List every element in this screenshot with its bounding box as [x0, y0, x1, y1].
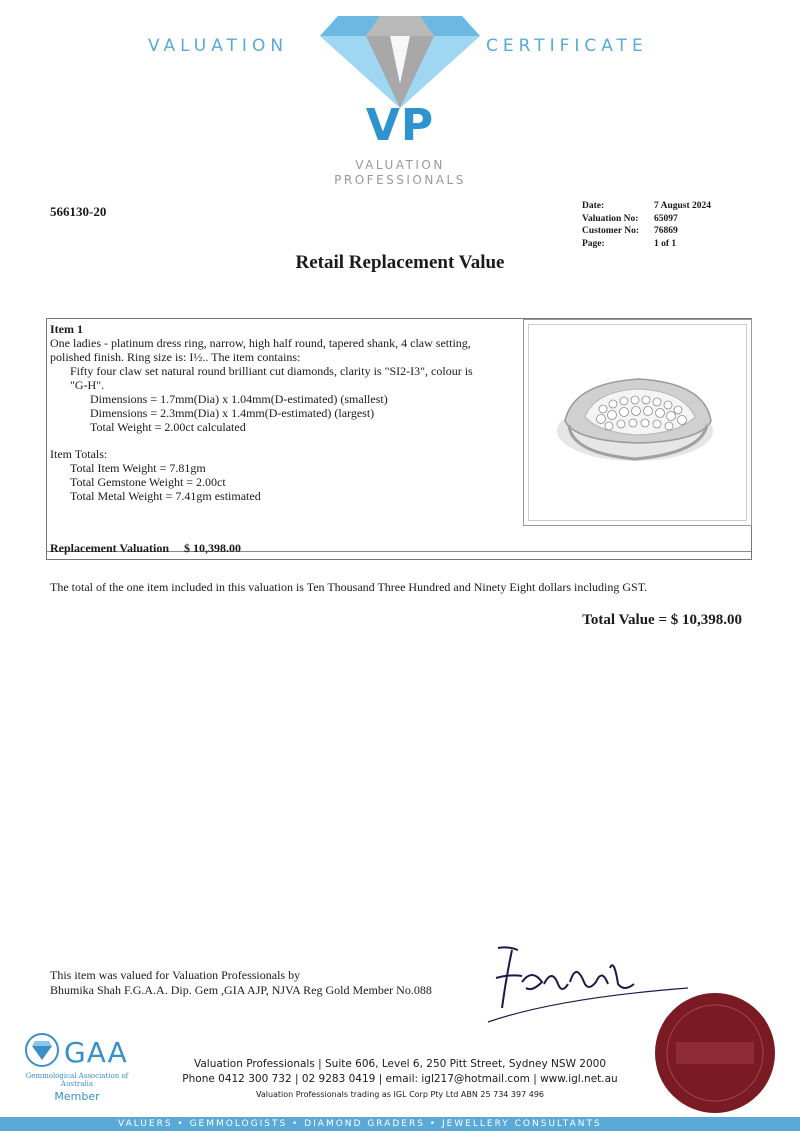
gaa-full-name: Gemmological Association of Australia [25, 1072, 129, 1088]
meta-row-customer-no [582, 225, 711, 238]
total-gemstone-weight: Total Gemstone Weight = 2.00ct [70, 475, 226, 489]
replacement-label: Replacement Valuation [50, 541, 170, 555]
reference-number: 566130-20 [50, 204, 107, 219]
item-photo [528, 324, 747, 521]
meta-row-date [582, 200, 711, 213]
item-heading: Item 1 [50, 322, 83, 336]
item-desc-line: polished finish. Ring size is: I½.. The item contains: [50, 350, 301, 364]
dimension-largest: Dimensions = 2.3mm(Dia) x 1.4mm(D-estimated) (largest) [90, 406, 375, 420]
ring-photo-icon [529, 325, 748, 522]
gaa-member: Member [54, 1090, 100, 1103]
brand-line-professionals: PROFESSIONALS [334, 173, 466, 187]
valuation-summary: The total of the one item included in this valuation is Ten Thousand Three Hundred and Ninety Eight dollars including GST. [50, 580, 648, 594]
item-totals-heading: Item Totals: [50, 447, 108, 461]
header-valuation-word: VALUATION [148, 36, 289, 56]
footer-abn: Valuation Professionals trading as IGL Corp Pty Ltd ABN 25 734 397 496 [255, 1090, 545, 1099]
stones-total-weight: Total Weight = 2.00ct calculated [90, 420, 246, 434]
meta-value: 7 August 2024 [654, 201, 712, 211]
gaa-name: GAA [64, 1036, 128, 1069]
item-desc-line: One ladies - platinum dress ring, narrow, high half round, tapered shank, 4 claw setting, [50, 336, 471, 350]
meta-label: Page: [582, 238, 605, 249]
vp-logo-letters: VP [365, 100, 435, 151]
footer-phone-email: Phone 0412 300 732 | 02 9283 0419 | email: igl217@hotmail.com | www.igl.net.au [182, 1073, 618, 1085]
item-photo-frame [523, 319, 752, 526]
footer-address: Valuation Professionals | Suite 606, Level 6, 250 Pitt Street, Sydney NSW 2000 [193, 1058, 607, 1070]
meta-value: 1 of 1 [654, 238, 677, 249]
dimension-smallest: Dimensions = 1.7mm(Dia) x 1.04mm(D-estimated) (smallest) [90, 392, 388, 406]
red-seal-icon [652, 990, 778, 1116]
meta-value: 76869 [654, 226, 678, 236]
replacement-amount: $ 10,398.00 [184, 541, 242, 555]
stones-line: "G-H". [70, 378, 105, 392]
meta-row-valuation-no [582, 213, 711, 226]
footer-band: VALUERS • GEMMOLOGISTS • DIAMOND GRADERS • JEWELLERY CONSULTANTS [0, 1117, 800, 1131]
meta-block [582, 200, 711, 250]
meta-label: Date: [582, 201, 605, 211]
meta-label: Customer No: [582, 226, 640, 236]
total-metal-weight: Total Metal Weight = 7.41gm estimated [70, 489, 261, 503]
item-box [46, 318, 752, 560]
stones-line: Fifty four claw set natural round brilliant cut diamonds, clarity is "SI2-I3", colour is [70, 364, 473, 378]
valuer-statement [50, 968, 432, 998]
total-item-weight: Total Item Weight = 7.81gm [70, 461, 206, 475]
valuer-credentials: Bhumika Shah F.G.A.A. Dip. Gem ,GIA AJP, NJVA Reg Gold Member No.088 [50, 983, 432, 997]
footer-contact [150, 1057, 650, 1102]
document-title: Retail Replacement Value [295, 252, 505, 273]
meta-row-page [582, 238, 711, 251]
total-value: Total Value = $ 10,398.00 [582, 612, 742, 628]
brand-line-valuation: VALUATION [355, 158, 445, 172]
meta-value: 65097 [654, 213, 678, 224]
item-description [50, 322, 520, 503]
replacement-valuation [50, 541, 241, 556]
header-certificate-word: CERTIFICATE [486, 36, 648, 56]
diamond-logo-icon [318, 14, 482, 110]
meta-label: Valuation No: [582, 213, 639, 224]
valuer-line: This item was valued for Valuation Professionals by [50, 968, 301, 982]
